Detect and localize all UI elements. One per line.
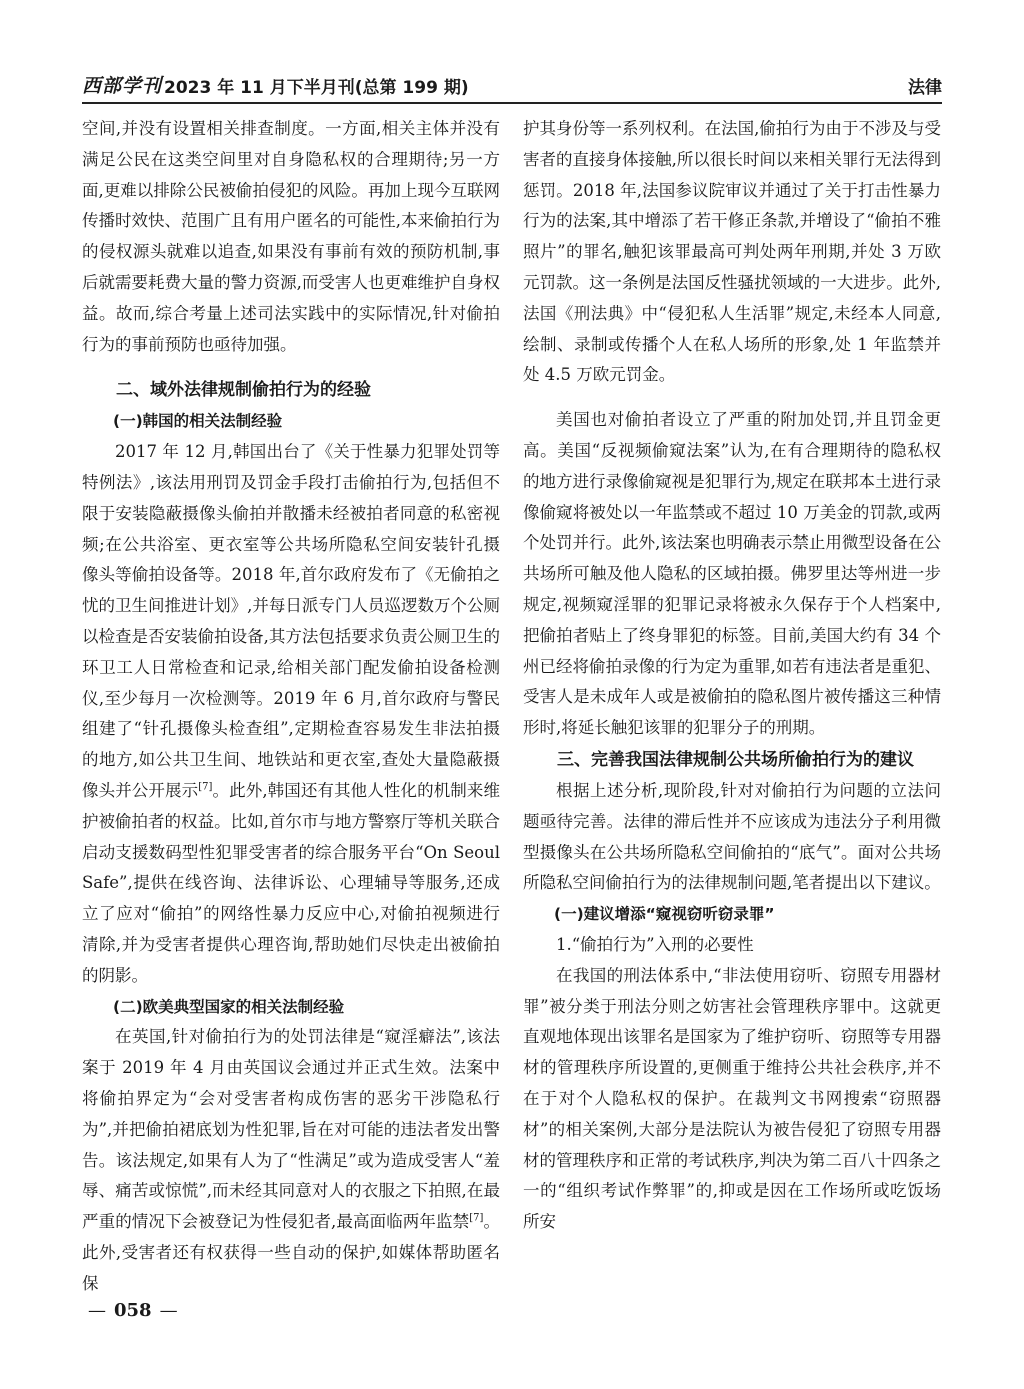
section-heading: 三、完善我国法律规制公共场所偷拍行为的建议 [557,749,914,770]
spacer [82,360,500,374]
paragraph-text: 在英国,针对偷拍行为的处罚法律是“窥淫癖法”,该法案于 2019 年 4 月由英国议会通过并正式生效。法案中将偷拍界定为“会对受害者构成伤害的恶劣干涉隐私行为”,并把偷拍裙底划为性犯罪,旨在对可能的违法者发出警告。该法规定,如果有人为了“性满足”或为造成受害人“羞辱、痛苦或惊慌”,而未经其同意对人的衣服之下拍照,在最严重的情况下会被登记为性侵犯者,最高面临两年监禁 [82,1027,500,1232]
sub-subsection-heading: 1.“偷拍行为”入刑的必要性 [556,934,754,954]
paragraph: 根据上述分析,现阶段,针对对偷拍行为问题的立法问题亟待完善。法律的滞后性并不应该成为违法分子利用微型摄像头在公共场所隐私空间偷拍的“底气”。面对公共场所隐私空间偷拍行为的法律规制问题,笔者提出以下建议。 [523,780,941,893]
left-column [82,114,500,1304]
paragraph: 在我国的刑法体系中,“非法使用窃听、窃照专用器材罪”被分类于刑法分则之妨害社会管理秩序罪中。这就更直观地体现出该罪名是国家为了维护窃听、窃照等专用器材的管理秩序所设置的,更侧重于维持公共社会秩序,并不在于对个人隐私权的保护。在裁判文书网搜索“窃照器材”的相关案例,大部分是法院认为被告侵犯了窃照专用器材的管理秩序和正常的考试秩序,判决为第二百八十四条之一的“组织考试作弊罪”的,抑或是因在工作场所或吃饭场所安 [523,965,941,1232]
subsection-heading: (二)欧美典型国家的相关法制经验 [113,997,345,1016]
issue-info: 2023 年 11 月下半月刊(总第 199 期) [164,78,469,98]
subsection-heading: (一)韩国的相关法制经验 [113,412,283,431]
running-header [82,68,942,104]
paragraph [82,1022,500,1299]
journal-info [82,71,469,98]
paragraph-text: 2017 年 12 月,韩国出台了《关于性暴力犯罪处罚等特例法》,该法用刑罚及罚金手段打击偷拍行为,包括但不限于安装隐蔽摄像头偷拍并散播未经被拍者同意的私密视频;在公共浴室、更衣室等公共场所隐私空间安装针孔摄像头等偷拍设备等。2018 年,首尔政府发布了《无偷拍之忧的卫生间推进计划》,并每日派专门人员巡逻数万个公厕以检查是否安装偷拍设备,其方法包括要求负责公厕卫生的环卫工人日常检查和记录,给相关部门配发偷拍设备检测仪,至少每月一次检测等。2019 年 6 月,首尔政府与警民组建了“针孔摄像头检查组”,定期检查容易发生非法拍摄的地方,如公共卫生间、地铁站和更衣室,查处大量隐蔽摄像头并公开展示 [82,442,500,800]
paragraph-text: 。此外,韩国还有其他人性化的机制来维护被偷拍者的权益。比如,首尔市与地方警察厅等机关联合启动支援数码型性犯罪受害者的综合服务平台“On Seoul Safe”,提供在线咨询、法律诉讼、心理辅导等服务,还成立了应对“偷拍”的网络性暴力反应中心,对偷拍视频进行清除,并为受害者提供心理咨询,帮助她们尽快走出被偷拍的阴影。 [82,780,500,985]
paragraph: 美国也对偷拍者设立了严重的附加处罚,并且罚金更高。美国“反视频偷窥法案”认为,在有合理期待的隐私权的地方进行录像偷窥视是犯罪行为,规定在联邦本土进行录像偷窥将被处以一年监禁或不超过 10 万美金的罚款,或两个处罚并行。此外,该法案也明确表示禁止用微型设备在公共场所可触及他人隐私的区域拍摄。佛罗里达等州进一步规定,视频窥淫罪的犯罪记录将被永久保存于个人档案中,把偷拍者贴上了终身罪犯的标签。目前,美国大约有 34 个州已经将偷拍录像的行为定为重罪,如若有违法者是重犯、受害人是未成年人或是被偷拍的隐私图片被传播这三种情形时,将延长触犯该罪的犯罪分子的刑期。 [523,410,941,738]
journal-logo: 西部学刊 [82,75,163,97]
section-label: 法律 [908,78,942,98]
paragraph [82,437,500,991]
spacer [523,391,941,405]
section-heading: 二、域外法律规制偷拍行为的经验 [116,380,371,401]
paragraph: 护其身份等一系列权利。在法国,偷拍行为由于不涉及与受害者的直接身体接触,所以很长时间以来相关罪行无法得到惩罚。2018 年,法国参议院审议并通过了关于打击性暴力行为的法案,其中增添了若干修正条款,并增设了“偷拍不雅照片”的罪名,触犯该罪最高可判处两年刑期,并处 3 万欧元罚款。这一条例是法国反性骚扰领域的一大进步。此外,法国《刑法典》中“侵犯私人生活罪”规定,未经本人同意,绘制、录制或传播个人在私人场所的形象,处 1 年监禁并处 4.5 万欧元罚金。 [523,119,941,385]
page-footer [88,1300,178,1321]
citation-ref: [7] [198,781,213,793]
paragraph-text: 。此外,受害者还有权获得一些自动的保护,如媒体帮助匿名保 [82,1212,500,1293]
footer-dash-left: — [88,1300,106,1321]
subsection-heading: (一)建议增添“窥视窃听窃录罪” [554,905,775,924]
paragraph: 空间,并没有设置相关排查制度。一方面,相关主体并没有满足公民在这类空间里对自身隐私权的合理期待;另一方面,更难以排除公民被偷拍侵犯的风险。再加上现今互联网传播时效快、范围广且有用户匿名的可能性,本来偷拍行为的侵权源头就难以追查,如果没有事前有效的预防机制,事后就需要耗费大量的警力资源,而受害人也更难维护自身权益。故而,综合考量上述司法实践中的实际情况,针对偷拍行为的事前预防也亟待加强。 [82,119,500,354]
citation-ref: [7] [469,1212,484,1224]
footer-dash-right: — [159,1300,178,1321]
right-column [523,114,941,1304]
page-number: 058 [114,1300,152,1321]
